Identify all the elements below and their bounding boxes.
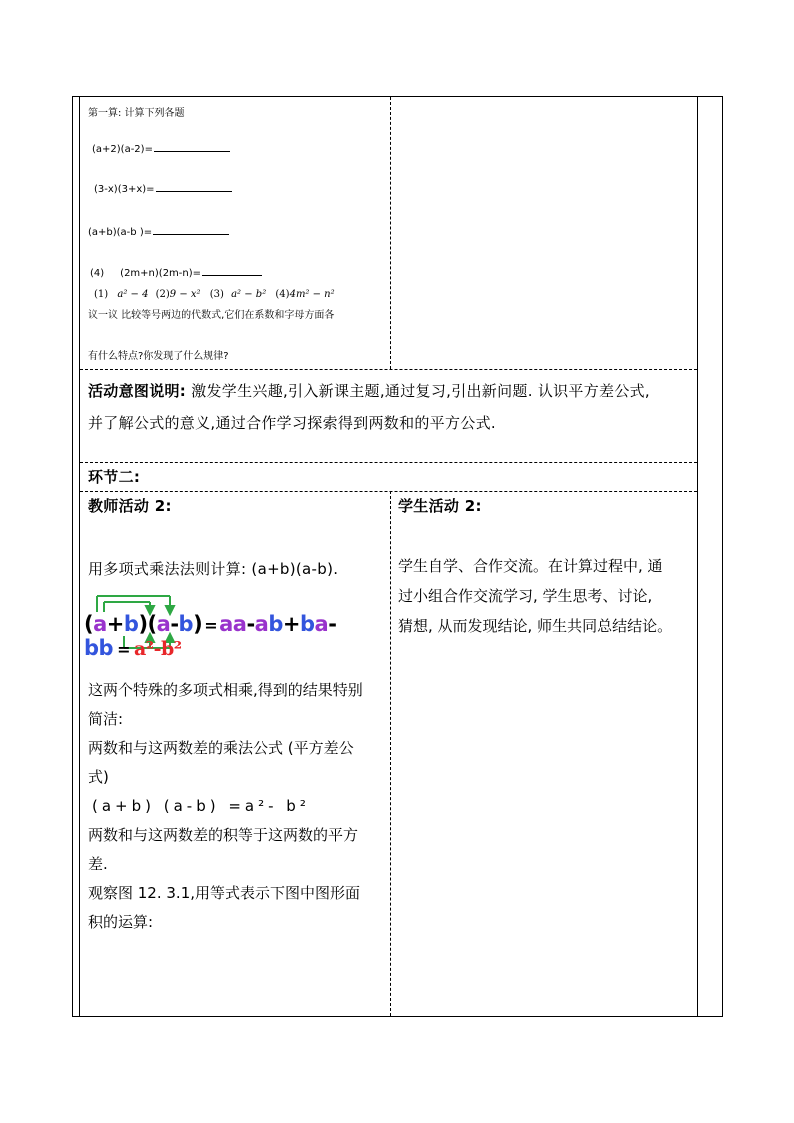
answer-blank-2[interactable] <box>156 181 232 192</box>
intent-line-1: 活动意图说明: 激发学生兴趣,引入新课主题,通过复习,引出新问题. 认识平方差公式, <box>88 382 650 400</box>
intent-label: 活动意图说明: <box>88 382 187 400</box>
question-4: (4) (2m+n)(2m-n)= <box>90 265 262 279</box>
question-3: (a+b)(a-b )= <box>88 224 229 238</box>
student-paragraph: 学生自学、合作交流。在计算过程中, 通 过小组合作交流学习, 学生思考、讨论, 猜想, 从而发现结论, 师生共同总结结论。 <box>398 557 673 635</box>
formula-graphic <box>84 590 384 660</box>
difference-of-squares-formula: (a+b) (a-b) =a²- b² <box>92 797 310 815</box>
discuss-line-2: 有什么特点?你发现了什么规律? <box>88 351 229 362</box>
discuss-line-1: 议一议 比较等号两边的代数式,它们在系数和字母方面各 <box>88 310 335 321</box>
answer-blank-3[interactable] <box>153 224 229 235</box>
question-2: (3-x)(3+x)= <box>94 181 232 195</box>
student-heading: 学生活动 2: <box>398 497 482 515</box>
step1-heading: 第一算: 计算下列各题 <box>88 108 185 119</box>
answers-line: (1) a² − 4 (2)9 − x² (3) a² − b² (4)4m² − n² <box>94 289 335 300</box>
stage2-label: 环节二: <box>88 468 141 486</box>
question-1: (a+2)(a-2)= <box>92 141 230 155</box>
answer-blank-1[interactable] <box>154 141 230 152</box>
teacher-heading: 教师活动 2: <box>88 497 172 515</box>
intent-line-2: 并了解公式的意义,通过合作学习探索得到两数和的平方公式. <box>88 414 496 432</box>
formula-expression: (a+b)(a-b) =aa-ab+ba-bb = a²-b² <box>84 612 337 660</box>
teacher-calc-instruction: 用多项式乘法法则计算: (a+b)(a-b). <box>88 560 339 578</box>
teacher-paragraph-1: 这两个特殊的多项式相乘,得到的结果特别 简洁: 两数和与这两数差的乘法公式 (平方差公 式) (a+b) (a-b) =a²- b² 两数和与这两数差的积等于这两数的平方 差. 观察图 12. 3.1,用等式表示下图中图形面 积的运算: <box>88 676 388 937</box>
answer-blank-4[interactable] <box>202 265 262 276</box>
